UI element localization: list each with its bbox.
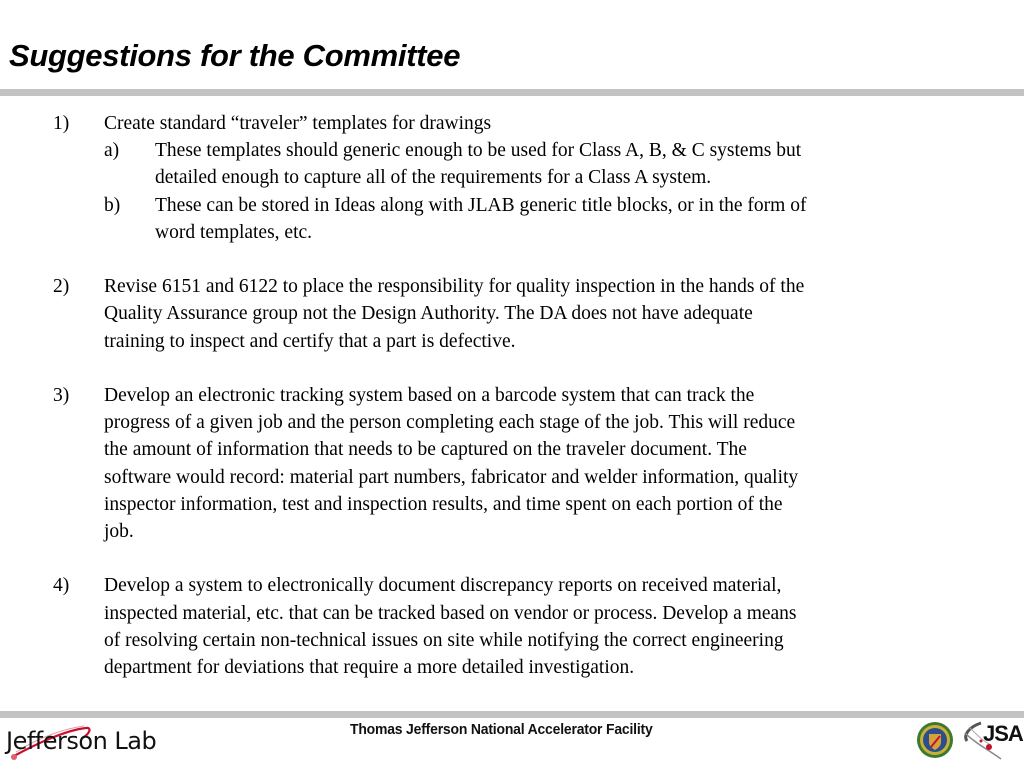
item-text-line: department for deviations that require a more detailed investigation. (104, 657, 635, 679)
subitem-label: a) (104, 140, 120, 162)
item-text-line: Create standard “traveler” templates for drawings (104, 113, 492, 134)
item-number: 4) (53, 575, 70, 597)
subitem-label: b) (104, 194, 121, 216)
item-text-line: Develop an electronic tracking system based on a barcode system that can track the (104, 385, 755, 406)
item-number: 2) (53, 276, 70, 298)
list-item (0, 572, 1024, 681)
item-text-line: Revise 6151 and 6122 to place the responsibility for quality inspection in the hands of the (104, 276, 805, 298)
item-text-line: of resolving certain non-technical issues on site while notifying the correct engineering (104, 629, 784, 651)
jefferson-lab-logo (6, 722, 166, 762)
item-number: 1) (53, 113, 70, 134)
list-item (0, 273, 1024, 355)
slide-title: Suggestions for the Committee (9, 38, 461, 73)
sub-list-item (0, 137, 1024, 191)
item-number: 3) (53, 385, 70, 406)
header-separator-bar (0, 89, 1024, 96)
facility-name: Thomas Jefferson National Accelerator Facility (350, 721, 653, 738)
footer-separator-bar (0, 711, 1024, 718)
item-text-line: job. (104, 521, 134, 543)
item-text-line: training to inspect and certify that a part is defective. (104, 330, 516, 352)
item-text-line: the amount of information that needs to be captured on the traveler document. The (104, 439, 747, 461)
sub-list-item (0, 192, 1024, 246)
subitem-text-line: word templates, etc. (155, 221, 313, 243)
jsa-logo-text: JSA (983, 721, 1023, 746)
subitem-text-line: These can be stored in Ideas along with JLAB generic title blocks, or in the form of (155, 194, 807, 216)
list-item (0, 382, 1024, 545)
doe-seal-icon (916, 721, 954, 759)
jsa-logo (961, 719, 1021, 763)
item-text-line: inspected material, etc. that can be tracked based on vendor or process. Develop a means (104, 602, 797, 624)
item-text-line: progress of a given job and the person completing each stage of the job. This will reduce (104, 412, 796, 434)
logo-text: Jefferson Lab (6, 727, 157, 755)
suggestions-list (0, 110, 1024, 681)
item-text-line: inspector information, test and inspection results, and time spent on each portion of the (104, 493, 783, 515)
item-text-line: Quality Assurance group not the Design Authority. The DA does not have adequate (104, 303, 753, 325)
subitem-text-line: These templates should generic enough to be used for Class A, B, & C systems but (155, 140, 802, 162)
item-text-line: Develop a system to electronically document discrepancy reports on received material, (104, 575, 782, 597)
list-item (0, 110, 1024, 246)
subitem-text-line: detailed enough to capture all of the requirements for a Class A system. (155, 167, 712, 189)
item-text-line: software would record: material part numbers, fabricator and welder information, quality (104, 466, 799, 488)
